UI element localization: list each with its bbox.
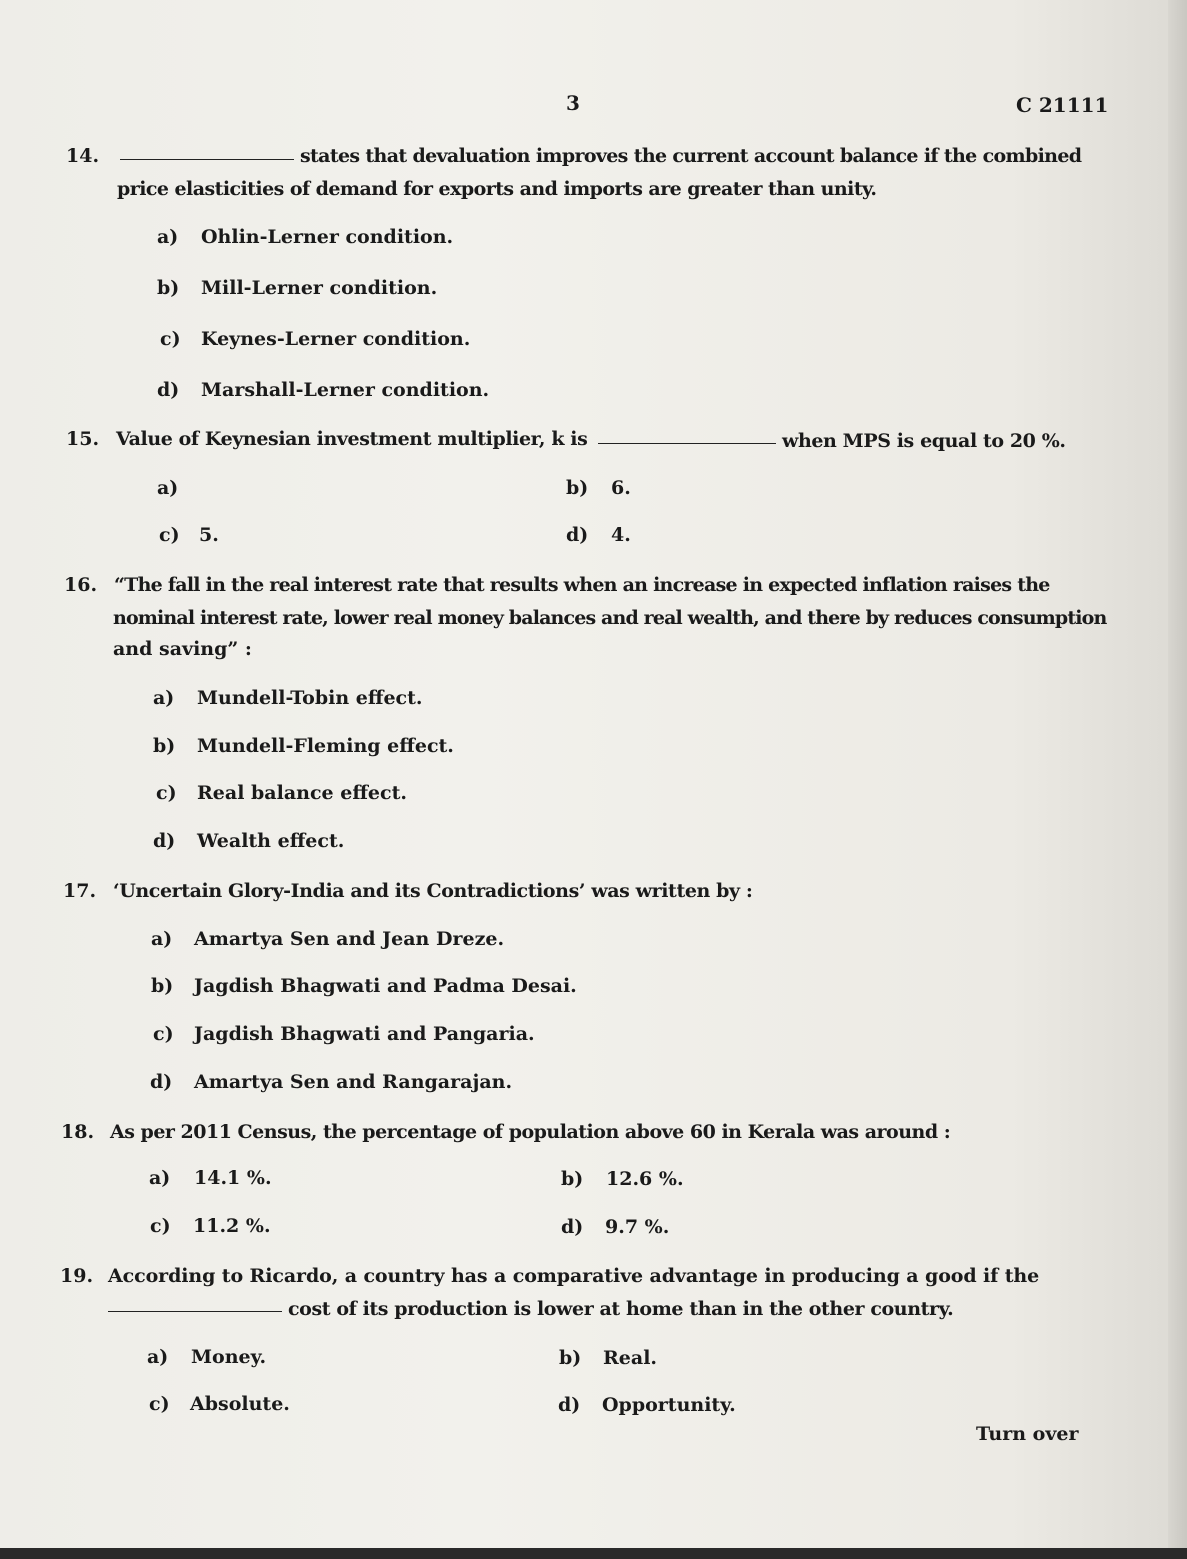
q16-text-line2: nominal interest rate, lower real money balances and real wealth, and there by reduces consumption — [113, 607, 1107, 629]
q19-option-c: Absolute. — [190, 1393, 290, 1415]
q15-text-before: Value of Keynesian investment multiplier, k is — [116, 428, 588, 450]
q19-option-b: Real. — [603, 1347, 658, 1369]
q16-option-c-label: c) — [156, 782, 177, 804]
q14-option-b: Mill-Lerner condition. — [201, 277, 438, 299]
q14-number: 14. — [66, 145, 100, 167]
page-number: 3 — [566, 91, 580, 115]
q16-option-a-label: a) — [153, 687, 175, 709]
q18-option-c-label: c) — [150, 1215, 171, 1237]
q18-option-d: 9.7 %. — [605, 1216, 670, 1238]
q17-option-d-label: d) — [150, 1071, 173, 1093]
q18-option-b-label: b) — [561, 1168, 584, 1190]
q19-option-b-label: b) — [559, 1347, 582, 1369]
q15-option-d-label: d) — [566, 524, 589, 546]
q16-text-line3: and saving” : — [113, 638, 252, 660]
q19-text-line2: cost of its production is lower at home than in the other country. — [288, 1298, 954, 1320]
q15-option-a-label: a) — [157, 477, 179, 499]
q15-blank — [598, 443, 776, 444]
q14-option-c: Keynes-Lerner condition. — [201, 328, 471, 350]
q16-option-d-label: d) — [153, 830, 176, 852]
q19-number: 19. — [60, 1265, 94, 1287]
q14-blank — [120, 159, 294, 160]
q19-option-d: Opportunity. — [602, 1394, 736, 1416]
q15-option-d: 4. — [611, 524, 631, 546]
q17-text: ‘Uncertain Glory-India and its Contradictions’ was written by : — [113, 880, 753, 902]
q19-text-line1: According to Ricardo, a country has a comparative advantage in producing a good if the — [108, 1265, 1040, 1287]
q18-option-a-label: a) — [149, 1167, 171, 1189]
q18-option-a: 14.1 %. — [194, 1167, 272, 1189]
q16-option-a: Mundell-Tobin effect. — [197, 687, 423, 709]
q14-text-line1: states that devaluation improves the current account balance if the combined — [300, 145, 1082, 167]
q18-number: 18. — [61, 1121, 95, 1143]
q18-option-d-label: d) — [561, 1216, 584, 1238]
q16-text-line1: “The fall in the real interest rate that results when an increase in expected inflation raises the — [114, 574, 1050, 596]
q19-option-a: Money. — [191, 1346, 267, 1368]
q17-number: 17. — [63, 880, 97, 902]
turn-over-label: Turn over — [976, 1423, 1079, 1445]
q15-option-b-label: b) — [566, 477, 589, 499]
q14-option-d-label: d) — [157, 379, 180, 401]
q17-option-a-label: a) — [151, 928, 173, 950]
page-edge-shadow — [1168, 0, 1187, 1548]
q17-option-b: Jagdish Bhagwati and Padma Desai. — [194, 975, 577, 997]
q19-blank — [108, 1311, 282, 1312]
page-bottom-edge — [0, 1548, 1187, 1559]
q16-number: 16. — [64, 574, 98, 596]
q18-text: As per 2011 Census, the percentage of population above 60 in Kerala was around : — [110, 1121, 951, 1143]
q19-option-d-label: d) — [558, 1394, 581, 1416]
q16-option-b-label: b) — [153, 735, 176, 757]
q17-option-b-label: b) — [151, 975, 174, 997]
q14-option-c-label: c) — [160, 328, 181, 350]
q16-option-d: Wealth effect. — [197, 830, 345, 852]
q15-option-b: 6. — [611, 477, 631, 499]
q16-option-c: Real balance effect. — [197, 782, 407, 804]
q17-option-c: Jagdish Bhagwati and Pangaria. — [194, 1023, 535, 1045]
q18-option-b: 12.6 %. — [606, 1168, 684, 1190]
paper-code: C 21111 — [1016, 93, 1109, 117]
q17-option-d: Amartya Sen and Rangarajan. — [194, 1071, 513, 1093]
q14-option-a: Ohlin-Lerner condition. — [201, 226, 454, 248]
q14-option-a-label: a) — [157, 226, 179, 248]
q18-option-c: 11.2 %. — [193, 1215, 271, 1237]
q15-option-c-label: c) — [159, 524, 180, 546]
q17-option-c-label: c) — [153, 1023, 174, 1045]
q14-option-d: Marshall-Lerner condition. — [201, 379, 490, 401]
q19-option-c-label: c) — [149, 1393, 170, 1415]
q15-number: 15. — [66, 428, 100, 450]
q14-text-line2: price elasticities of demand for exports and imports are greater than unity. — [117, 178, 877, 200]
q15-option-c: 5. — [199, 524, 219, 546]
q14-option-b-label: b) — [157, 277, 180, 299]
q16-option-b: Mundell-Fleming effect. — [197, 735, 454, 757]
q15-text-after: when MPS is equal to 20 %. — [782, 430, 1066, 452]
q17-option-a: Amartya Sen and Jean Dreze. — [194, 928, 505, 950]
q19-option-a-label: a) — [147, 1346, 169, 1368]
